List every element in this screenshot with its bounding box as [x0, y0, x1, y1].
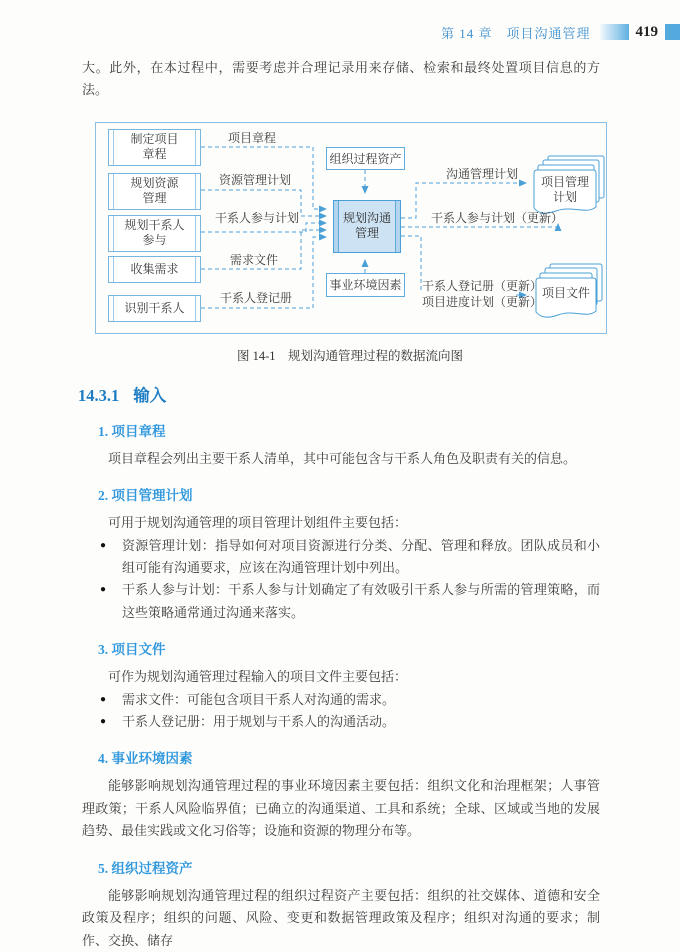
bullet-icon: ● [100, 693, 107, 705]
figure-caption: 图 14-1 规划沟通管理过程的数据流向图 [236, 348, 464, 363]
subsection-heading-1: 1. 项目章程 [98, 423, 166, 439]
box-label: 参与 [142, 233, 167, 248]
bullet-text: 干系人登记册：用于规划与干系人的沟通活动。 [122, 714, 396, 730]
bullet-icon: ● [100, 584, 107, 596]
box-label: 规划资源 [130, 176, 179, 191]
box-label: 管理 [142, 191, 167, 206]
box-label: 管理 [354, 226, 379, 241]
chapter-title: 第 14 章 项目沟通管理 [440, 25, 591, 41]
output-label-register-update [422, 278, 554, 310]
flow-label-requirements-doc: 需求文件 [229, 252, 278, 267]
box-label: 规划沟通 [342, 211, 391, 226]
box-label: 事业环境因素 [329, 278, 402, 293]
output-label-line: 项目进度计划（更新） [422, 294, 543, 309]
paragraph: 可作为规划沟通管理过程输入的项目文件主要包括： [108, 669, 408, 685]
subsection-heading-4: 4. 事业环境因素 [98, 751, 193, 767]
box-plan-communications-management [333, 200, 401, 253]
bullet-icon: ● [100, 716, 107, 728]
page-header [82, 22, 680, 42]
subsection-heading-2: 2. 项目管理计划 [98, 488, 193, 504]
box-organizational-process-assets [326, 147, 405, 170]
header-accent-gradient [600, 24, 629, 40]
process-box-identify-stakeholders [108, 295, 201, 322]
doc-label-line: 计划 [552, 189, 577, 204]
doc-label-line: 项目管理 [540, 174, 589, 189]
process-box-collect-requirements [108, 256, 201, 283]
section-number: 14.3.1 [78, 385, 120, 405]
figure [95, 122, 600, 364]
data-flow-diagram [95, 122, 607, 334]
bullet-item [82, 579, 600, 624]
intro-paragraph: 大。此外，在本过程中，需要考虑并合理记录用来存储、检索和最终处置项目信息的方法。 [82, 60, 600, 98]
header-accent-block [665, 24, 680, 40]
section-title: 输入 [133, 385, 167, 405]
section-heading [78, 382, 600, 406]
flow-label-stakeholder-register: 干系人登记册 [219, 290, 292, 305]
process-box-plan-resource-mgmt [108, 173, 201, 210]
bullet-item [82, 535, 600, 580]
box-label: 组织过程资产 [329, 151, 402, 166]
bullet-icon: ● [100, 539, 107, 551]
box-label: 收集需求 [130, 261, 179, 276]
flow-label-resource-plan: 资源管理计划 [218, 172, 291, 187]
paragraph: 能够影响规划沟通管理过程的事业环境因素主要包括：组织文化和治理框架；人事管理政策；干系人风险临界值；已确立的沟通渠道、工具和系统；全球、区域或当地的发展趋势、最佳实践或文化习俗等；设施和资源的物理分布等。 [82, 778, 600, 839]
flow-label-project-charter: 项目章程 [227, 130, 276, 145]
bullet-item [82, 689, 600, 711]
paragraph: 可用于规划沟通管理的项目管理计划组件主要包括： [108, 515, 408, 531]
output-label-communications-plan: 沟通管理计划 [445, 166, 518, 181]
output-label-line: 干系人登记册（更新） [422, 278, 543, 293]
output-label-stakeholder-plan-update: 干系人参与计划（更新） [430, 210, 563, 225]
bullet-text: 资源管理计划：指导如何对项目资源进行分类、分配、管理和释放。团队成员和小组可能有沟通要求，应该在沟通管理计划中列出。 [122, 537, 600, 576]
box-enterprise-environmental-factors [326, 273, 405, 297]
box-label: 章程 [142, 147, 167, 162]
box-label: 规划干系人 [124, 218, 185, 233]
bullet-item [82, 711, 600, 733]
bullet-text: 需求文件：可能包含项目干系人对沟通的需求。 [122, 691, 396, 707]
process-box-plan-stakeholder-engagement [108, 215, 201, 252]
box-label: 识别干系人 [124, 300, 185, 315]
paragraph: 项目章程会列出主要干系人清单，其中可能包含与干系人角色及职责有关的信息。 [108, 450, 577, 466]
subsection-heading-3: 3. 项目文件 [98, 642, 166, 658]
subsection-heading-5: 5. 组织过程资产 [98, 860, 193, 876]
paragraph: 能够影响规划沟通管理过程的组织过程资产主要包括：组织的社交媒体、道德和安全政策及程序；组织的问题、风险、变更和数据管理政策及程序；组织对沟通的要求；制作、交换、储存 [82, 887, 600, 948]
doc-label-pm-plan [534, 175, 596, 205]
page-number: 419 [635, 23, 658, 40]
process-box-develop-charter [108, 129, 201, 166]
flow-label-engagement-plan: 干系人参与计划 [214, 210, 299, 225]
doc-label-project-documents: 项目文件 [541, 285, 590, 300]
box-label: 制定项目 [130, 132, 179, 147]
bullet-text: 干系人参与计划：干系人参与计划确定了有效吸引干系人参与所需的管理策略，而这些策略通常通过沟通来落实。 [122, 582, 600, 620]
